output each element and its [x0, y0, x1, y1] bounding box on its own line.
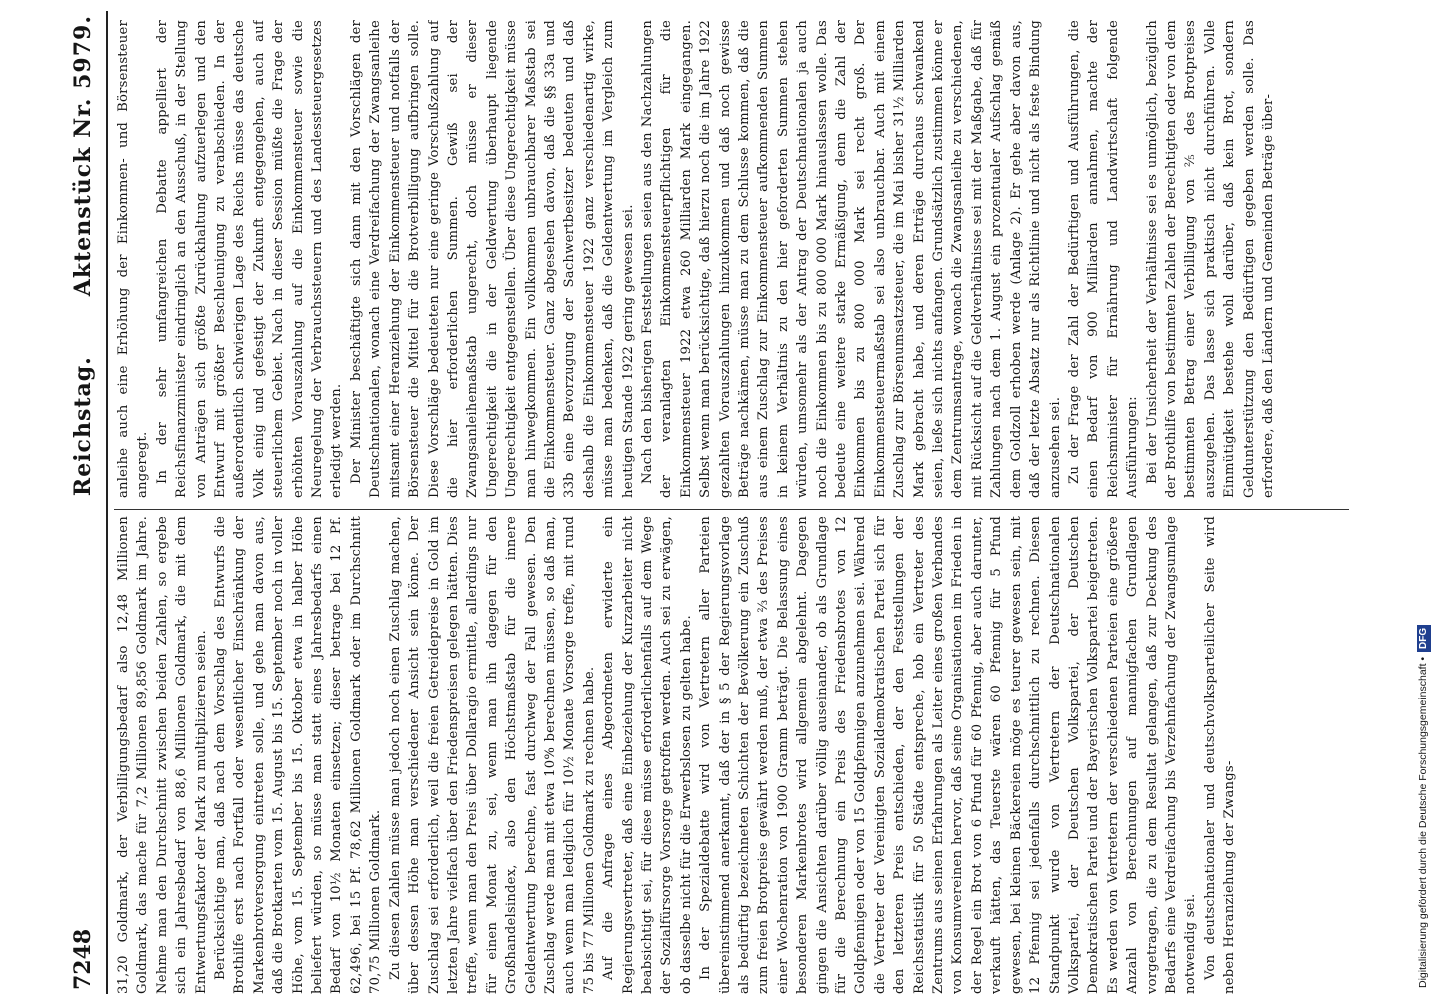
paragraph: Bei der Unsicherheit der Verhältnisse sei es unmöglich, bezüglich der Brothilfe von bestimmten Zahlen der Berechtigten oder von dem bestimmten Betrag einer Verbilligung von ⅖ des Brotpreises auszugehen. Das lasse sich praktisch nicht durchführen. Volle Einmütigkeit bestehe wohl darüber, daß kein Brot, sondern Geldunterstützung den Bedürftigen gegeben werden solle. Das erfordere, daß den Ländern und Gemeinden Beträge über- [1144, 20, 1276, 498]
document-page [60, 5, 1355, 1000]
paragraph: Auf die Anfrage eines Abgeordneten erwiderte ein Regierungsvertreter, daß eine Einbeziehung der Kurzarbeiter nicht beabsichtigt sei, für diese müsse erforderlichenfalls auf dem Wege der Sozialfürsorge Vorsorge getroffen werden. Auch sei zu erwägen, ob dasselbe nicht für die Erwerbslosen zu gelten habe. [601, 516, 694, 994]
document-number: Aktenstück Nr. 5979. [70, 15, 96, 297]
paragraph: Nach den bisherigen Feststellungen seien aus den Nachzahlungen der veranlagten Einkommensteuerpflichtigen für die Einkommensteuer 1922 etwa 260 Milliarden Mark eingegangen. Selbst wenn man berücksichtige, daß hierzu noch die im Jahre 1922 gezahlten Vorauszahlungen hinzukommen und daß noch gewisse Beträge nachkämen, müsse man zu dem Schlusse kommen, daß die aus einem Zuschlag zur Einkommensteuer aufkommenden Summen in keinem Verhältnis zu den hier geforderten Summen stehen würden, umsomehr als der Antrag der Deutschnationalen ja auch noch die Einkommen bis zu 800 000 Mark hinauslassen wolle. Das bedeute eine weitere starke Ermäßigung, denn die Zahl der Einkommen bis zu 800 000 Mark sei recht groß. Der Einkommensteuermaßstab sei also unbrauchbar. Auch mit einem Zuschlag zur Börsenumsatzsteuer, die im Mai bisher 31½ Milliarden Mark gebracht habe, und deren Erträge durchaus schwankend seien, ließe sich nichts anfangen. Grundsätzlich zustimmen könne er dem Zentrumsantrage, wonach die Zwangsanleihe zu verschiedenen, mit Rücksicht auf die Geldverhältnisse sei mit der Maßgabe, daß für Zahlungen nach dem 1. August ein prozentualer Aufschlag gemäß dem Goldzoll erhoben werde (Anlage 2). Er gehe aber davon aus, daß der letzte Absatz nur als Richtlinie und nicht als feste Bindung anzusehen sei. [639, 20, 1063, 498]
paragraph: Von deutschnationaler und deutschvolksparteilicher Seite wird neben Heranziehung der Zwangs- [1202, 516, 1238, 994]
digitization-note [1412, 0, 1434, 1000]
left-column [114, 516, 1349, 994]
paragraph: Der Minister beschäftigte sich dann mit den Vorschlägen der Deutschnationalen, wonach eine Verdreifachung der Zwangsanleihe mitsamt einer Heranziehung der Einkommensteuer und notfalls der Börsensteuer die Mittel für die Brotverbilligung aufbringen solle. Diese Vorschläge bedeuteten nur eine geringe Vorschußzahlung auf die hier erforderlichen Summen. Gewiß sei der Zwangsanleihemaßstab ungerecht, doch müsse er dieser Ungerechtigkeit die in der Geldwertung überhaupt liegende Ungerechtigkeit entgegenstellen. Über diese Ungerechtigkeit müsse man hinwegkommen. Ein vollkommen unbrauchbarer Maßstab sei die Einkommensteuer. Ganz abgesehen davon, daß die §§ 33a und 33b eine Bevorzugung der Sachwertbesitzer bedeuten und daß deshalb die Einkommensteuer 1922 ganz verschiedenartig wirke, müsse man bedenken, daß die Geldentwertung im Vergleich zum heutigen Stande 1922 gering gewesen sei. [348, 20, 636, 498]
paragraph: Berücksichtige man, daß nach dem Vorschlag des Entwurfs die Brothilfe erst nach Fortfall oder wesentlicher Einschränkung der Markenbrotversorgung eintreten solle, und gehe man davon aus, daß die Brotkarten vom 15. August bis 15. September noch in voller Höhe, vom 15. September bis 15. Oktober etwa in halber Höhe beliefert würden, so müsse man statt eines Jahresbedarfs einen Bedarf von 10½ Monaten einsetzen; dieser betrage bei 12 Pf. 62,496, bei 15 Pf. 78,62 Millionen Goldmark oder im Durchschnitt 70,75 Millionen Goldmark. [213, 516, 384, 994]
dfg-logo: DFG [1417, 625, 1431, 652]
paragraph: In der Spezialdebatte wird von Vertretern aller Parteien übereinstimmend anerkannt, daß der in § 5 der Regierungsvorlage als bedürftig bezeichneten Schichten der Bevölkerung ein Zuschuß zum freien Brotpreise gewährt werden muß, der etwa ⅔ des Preises einer Wochenration von 1900 Gramm beträgt. Die Belassung eines besonderen Markenbrotes wird allgemein abgelehnt. Dagegen gingen die Ansichten darüber völlig auseinander, ob als Grundlage für die Berechnung ein Preis des Friedensbrotes von 12 Goldpfennigen oder von 15 Goldpfennigen anzunehmen sei. Während die Vertreter der Vereinigten Sozialdemokratischen Partei sich für den letzteren Preis entschieden, der den Feststellungen der Reichsstatistik für 50 Städte entspreche, hob ein Vertreter des Zentrums aus seinen Erfahrungen als Leiter eines großen Verbandes von Konsumvereinen hervor, daß seine Organisationen im Frieden in der Regel ein Brot von 6 Pfund für 60 Pfennig, aber auch darunter, verkauft hätten, das Teuerste wären 60 Pfennig für 5 Pfund gewesen, bei kleinen Bäckereien möge es teurer gewesen sein, mit 12 Pfennig sei jedenfalls durchschnittlich zu rechnen. Diesen Standpunkt wurde von Vertretern der Deutschnationalen Volkspartei, der Deutschen Volkspartei, der Deutschen Demokratischen Partei und der Bayerischen Volkspartei beigetreten. Es werden von Vertretern der verschiedenen Parteien eine größere Anzahl von Berechnungen auf mannigfachen Grundlagen vorgetragen, die zu dem Resultat gelangen, daß zur Deckung des Bedarfs eine Verdreifachung bis Verzehnfachung der Zwangsumlage notwendig sei. [698, 516, 1199, 994]
right-column [114, 20, 1349, 498]
column-divider [114, 509, 1349, 510]
running-title [70, 15, 96, 496]
digitization-text: Digitalisierung gefördert durch die Deutsche Forschungsgemeinschaft • [1417, 656, 1429, 988]
paragraph: anleihe auch eine Erhöhung der Einkommen- und Börsensteuer angeregt. [116, 20, 151, 498]
page-header [60, 5, 106, 1000]
header-rule [106, 11, 108, 994]
page-number: 7248 [70, 928, 96, 990]
paragraph: Zu diesen Zahlen müsse man jedoch noch einen Zuschlag machen, über dessen Höhe man verschiedener Ansicht sein könne. Der Zuschlag sei erforderlich, weil die freien Getreidepreise in Gold im letzten Jahre vielfach über den Friedenspreisen gelegen hätten. Dies treffe, wenn man den Preis über Dollaragio ermittle, allerdings nur für einen Monat zu, sei, wenn man ihn dagegen für den Großhandelsindex, also den Höchstmaßstab für die innere Geldentwertung berechne, fast durchweg der Fall gewesen. Den Zuschlag werde man mit etwa 10% berechnen müssen, so daß man, auch wenn man lediglich für 10½ Monate Vorsorge treffe, mit rund 75 bis 77 Millionen Goldmark zu rechnen habe. [387, 516, 597, 994]
paragraph: Zu der Frage der Zahl der Bedürftigen und Ausführungen, die einen Bedarf von 900 Milliarden annahmen, machte der Reichsminister für Ernährung und Landwirtschaft folgende Ausführungen: [1066, 20, 1141, 498]
paragraph: In der sehr umfangreichen Debatte appelliert der Reichsfinanzminister eindringlich an den Ausschuß, in der Stellung von Anträgen sich größte Zurückhaltung aufzuerlegen und den Entwurf mit größter Beschleunigung zu verabschieden. In der außerordentlich schwierigen Lage des Reichs müsse das deutsche Volk einig und gefestigt der Zukunft entgegengehen, auch auf steuerlichem Gebiet. Nach in dieser Session müßte die Frage der erhöhten Vorauszahlung auf die Einkommensteuer sowie die Neuregelung der Verbrauchssteuern und des Landessteuergesetzes erledigt werden. [154, 20, 345, 498]
publication-name: Reichstag. [70, 356, 96, 497]
paragraph: 31,20 Goldmark, der Verbilligungsbedarf also 12,48 Millionen Goldmark, das mache für 7,2 Millionen 89,856 Goldmark im Jahre. Nehme man den Durchschnitt zwischen beiden Zahlen, so ergebe sich ein Jahresbedarf von 88,6 Millionen Goldmark, die mit dem Entwertungsfaktor der Mark zu multiplizieren seien. [116, 516, 209, 994]
